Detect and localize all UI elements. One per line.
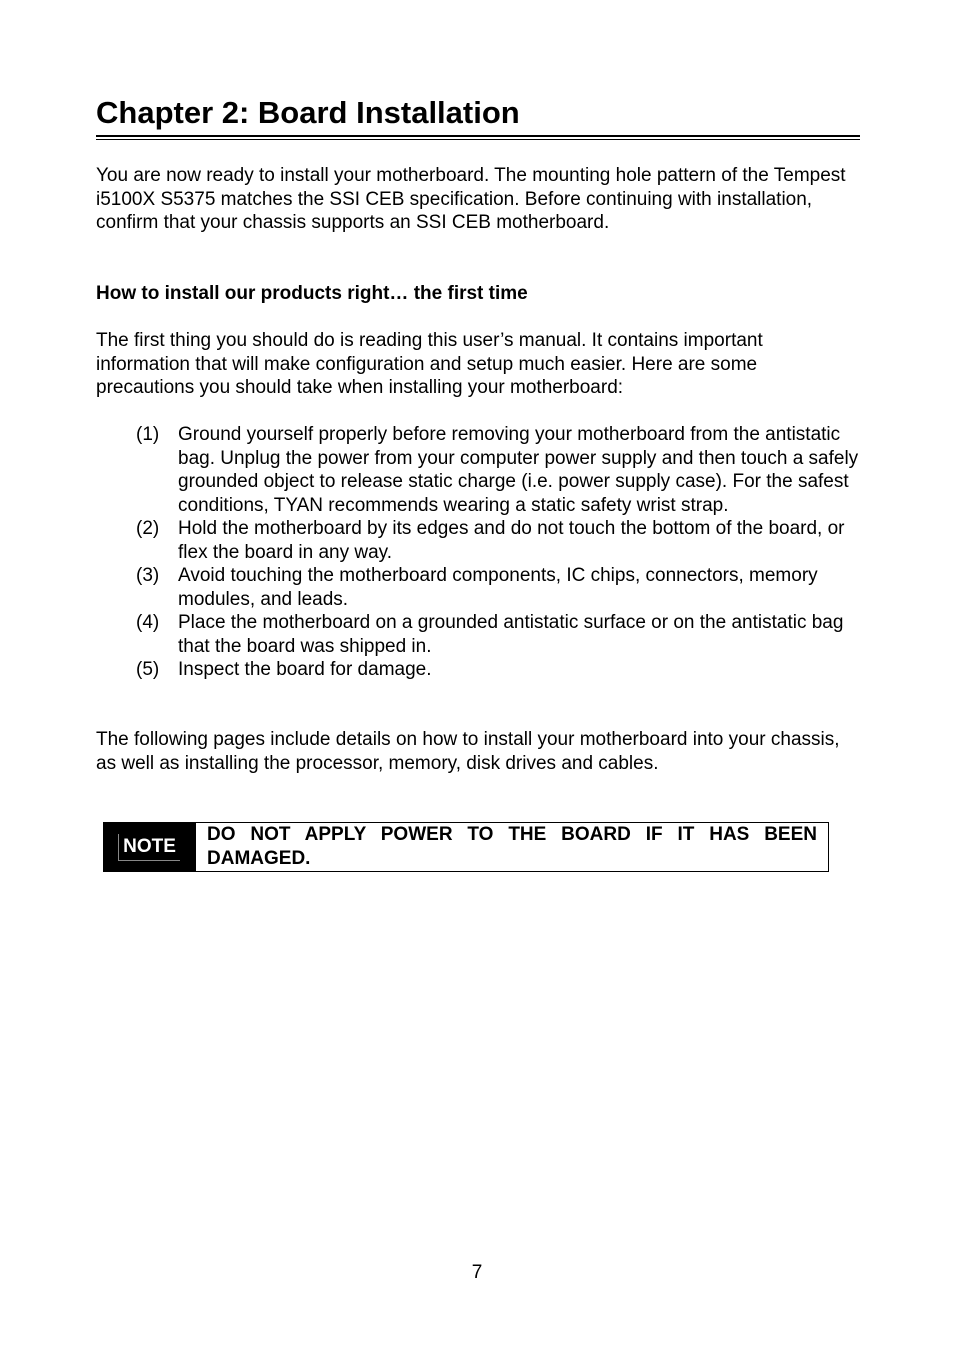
list-item-number: (3) [136,565,160,586]
section-heading: How to install our products right… the first time [96,283,528,304]
list-item-number: (2) [136,518,160,539]
note-label: NOTE [118,834,180,861]
note-box [103,822,829,872]
chapter-title: Chapter 2: Board Installation [96,95,520,130]
precautions-intro-paragraph: The first thing you should do is reading this user’s manual. It contains important information that will make configuration and setup much easier. Here are some precautions you should take when installing your motherboard: [96,330,763,398]
list-item-number: (5) [136,659,160,680]
list-item [136,564,860,611]
note-text: DO NOT APPLY POWER TO THE BOARD IF IT HAS BEEN DAMAGED. [207,824,817,869]
list-item-text: Avoid touching the motherboard components, IC chips, connectors, memory modules, and leads. [178,565,818,610]
title-rule-thick [96,135,860,137]
title-rule-thin [96,139,860,140]
precautions-list [136,423,860,682]
list-item-number: (4) [136,612,160,633]
note-label-cell [104,823,196,871]
list-item [136,517,860,564]
list-item [136,423,860,517]
list-item [136,611,860,658]
page-number: 7 [471,1262,483,1283]
list-item-number: (1) [136,424,160,445]
list-item-text: Ground yourself properly before removing your motherboard from the antistatic bag. Unplug the power from your computer power supply and then touch a safely grounded object to release static charge (i.e. power supply case). For the safest conditions, TYAN recommends wearing a static safety wrist strap. [178,424,859,516]
list-item-text: Inspect the board for damage. [178,659,432,680]
list-item [136,658,860,682]
list-item-text: Hold the motherboard by its edges and do not touch the bottom of the board, or flex the board in any way. [178,518,845,563]
following-pages-paragraph: The following pages include details on how to install your motherboard into your chassis, as well as installing the processor, memory, disk drives and cables. [96,729,840,774]
list-item-text: Place the motherboard on a grounded antistatic surface or on the antistatic bag that the board was shipped in. [178,612,844,657]
intro-paragraph: You are now ready to install your motherboard. The mounting hole pattern of the Tempest i5100X S5375 matches the SSI CEB specification. Before continuing with installation, confirm that your chassis supports an SSI CEB motherboard. [96,165,846,233]
